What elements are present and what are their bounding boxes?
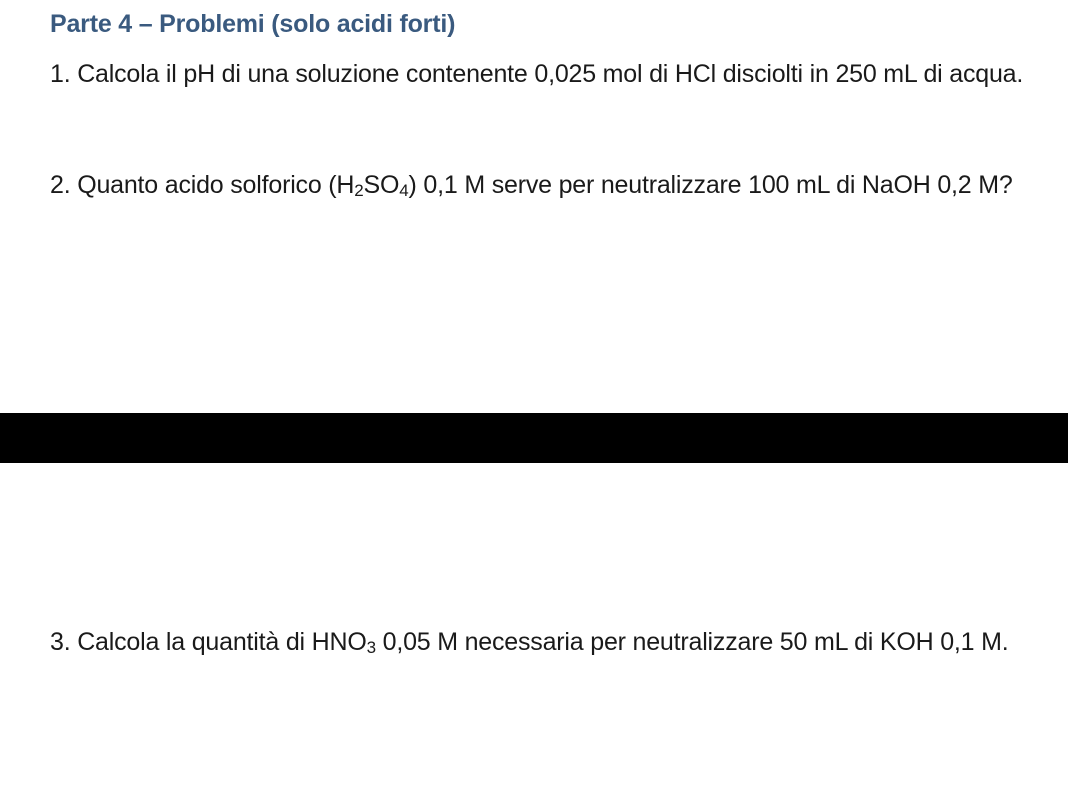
formula-subscript-2: 2 [354,181,364,200]
formula-subscript-3: 3 [366,638,376,657]
problem-1 [50,52,1040,97]
redaction-bar [0,413,1068,463]
formula-h: H [336,171,355,199]
problem-3-text-start: 3. Calcola la quantità di [50,628,312,656]
problem-2-text-end: ) 0,1 M serve per neutralizzare 100 mL di NaOH 0,2 M? [408,171,1013,199]
problem-1-text: 1. Calcola il pH di una soluzione contenente 0,025 mol di HCl disciolti in 250 mL di acqua. [50,60,1024,88]
problem-3 [50,620,1040,665]
formula-so: SO [363,171,400,199]
section-heading: Parte 4 – Problemi (solo acidi forti) [50,10,456,38]
formula-subscript-4: 4 [399,181,409,200]
problem-2 [50,163,1040,208]
problem-3-text-end: 0,05 M necessaria per neutralizzare 50 mL di KOH 0,1 M. [375,628,1009,656]
problem-2-text-start: 2. Quanto acido solforico ( [50,171,337,199]
formula-hno: HNO [311,628,367,656]
